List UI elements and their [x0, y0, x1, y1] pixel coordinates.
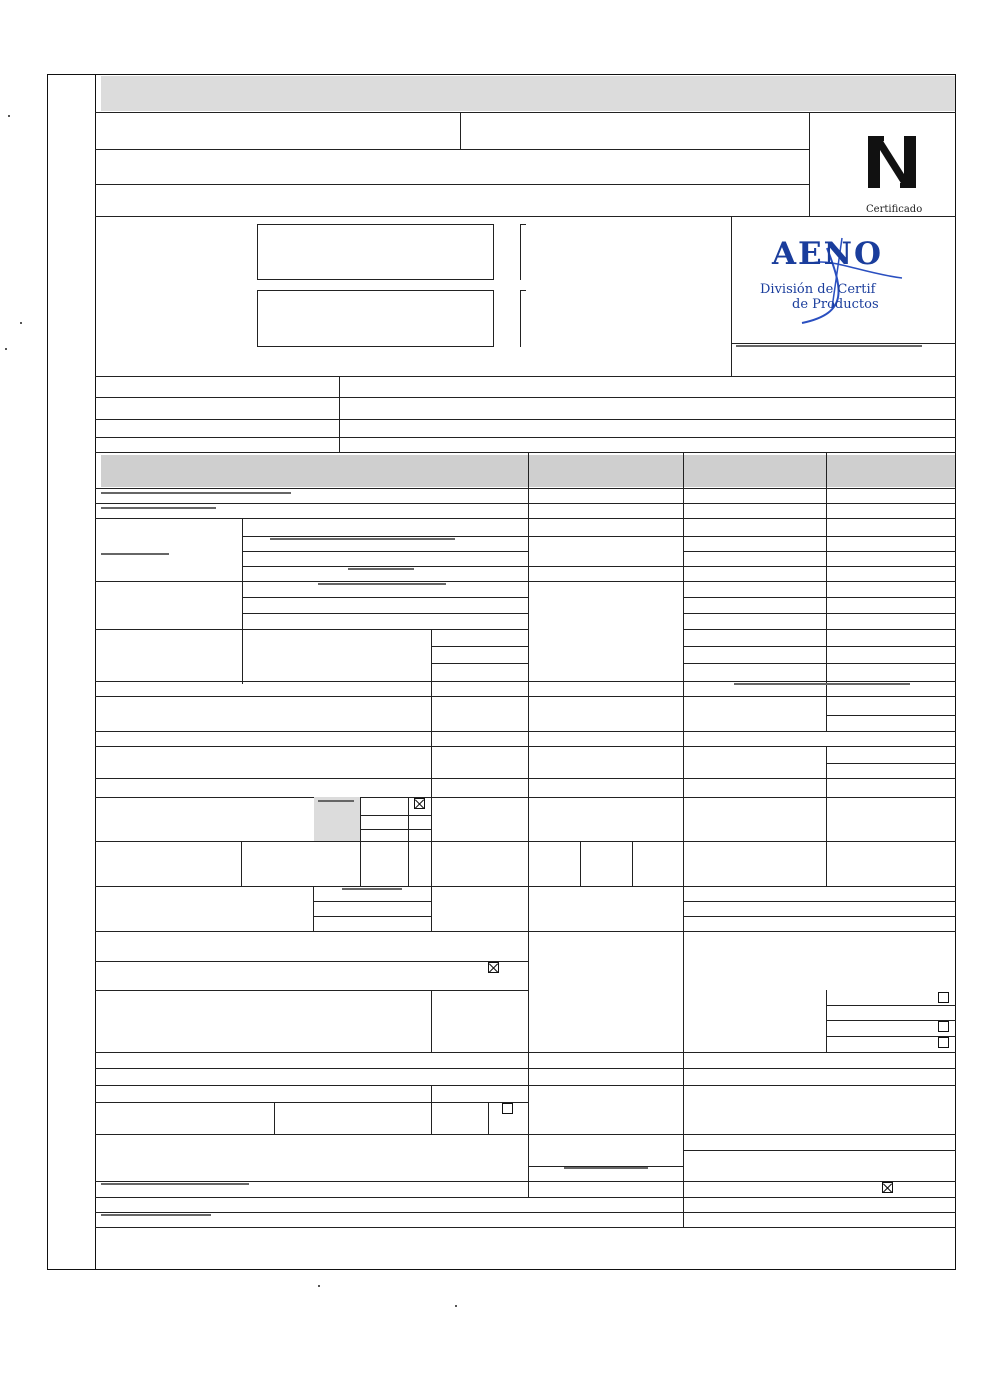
checked-box-icon[interactable]	[488, 962, 499, 973]
stamp-division-line: División de Certif	[760, 282, 876, 297]
form-header-band	[101, 76, 955, 111]
checked-box-icon[interactable]	[414, 798, 425, 809]
n-bracket-logo-icon	[866, 134, 918, 190]
checked-box-icon[interactable]	[882, 1182, 893, 1193]
profile-drawing-bottom	[257, 290, 494, 347]
empty-box-icon[interactable]	[938, 1021, 949, 1032]
empty-box-icon[interactable]	[938, 992, 949, 1003]
stamp-products-line: de Productos	[792, 297, 879, 312]
empty-box-icon[interactable]	[502, 1103, 513, 1114]
left-margin-column	[48, 75, 96, 1269]
certificate-label: Certificado	[866, 204, 923, 215]
profile-drawing-top	[257, 224, 494, 280]
stamp-organization: AENO	[772, 236, 884, 272]
empty-box-icon[interactable]	[938, 1037, 949, 1048]
